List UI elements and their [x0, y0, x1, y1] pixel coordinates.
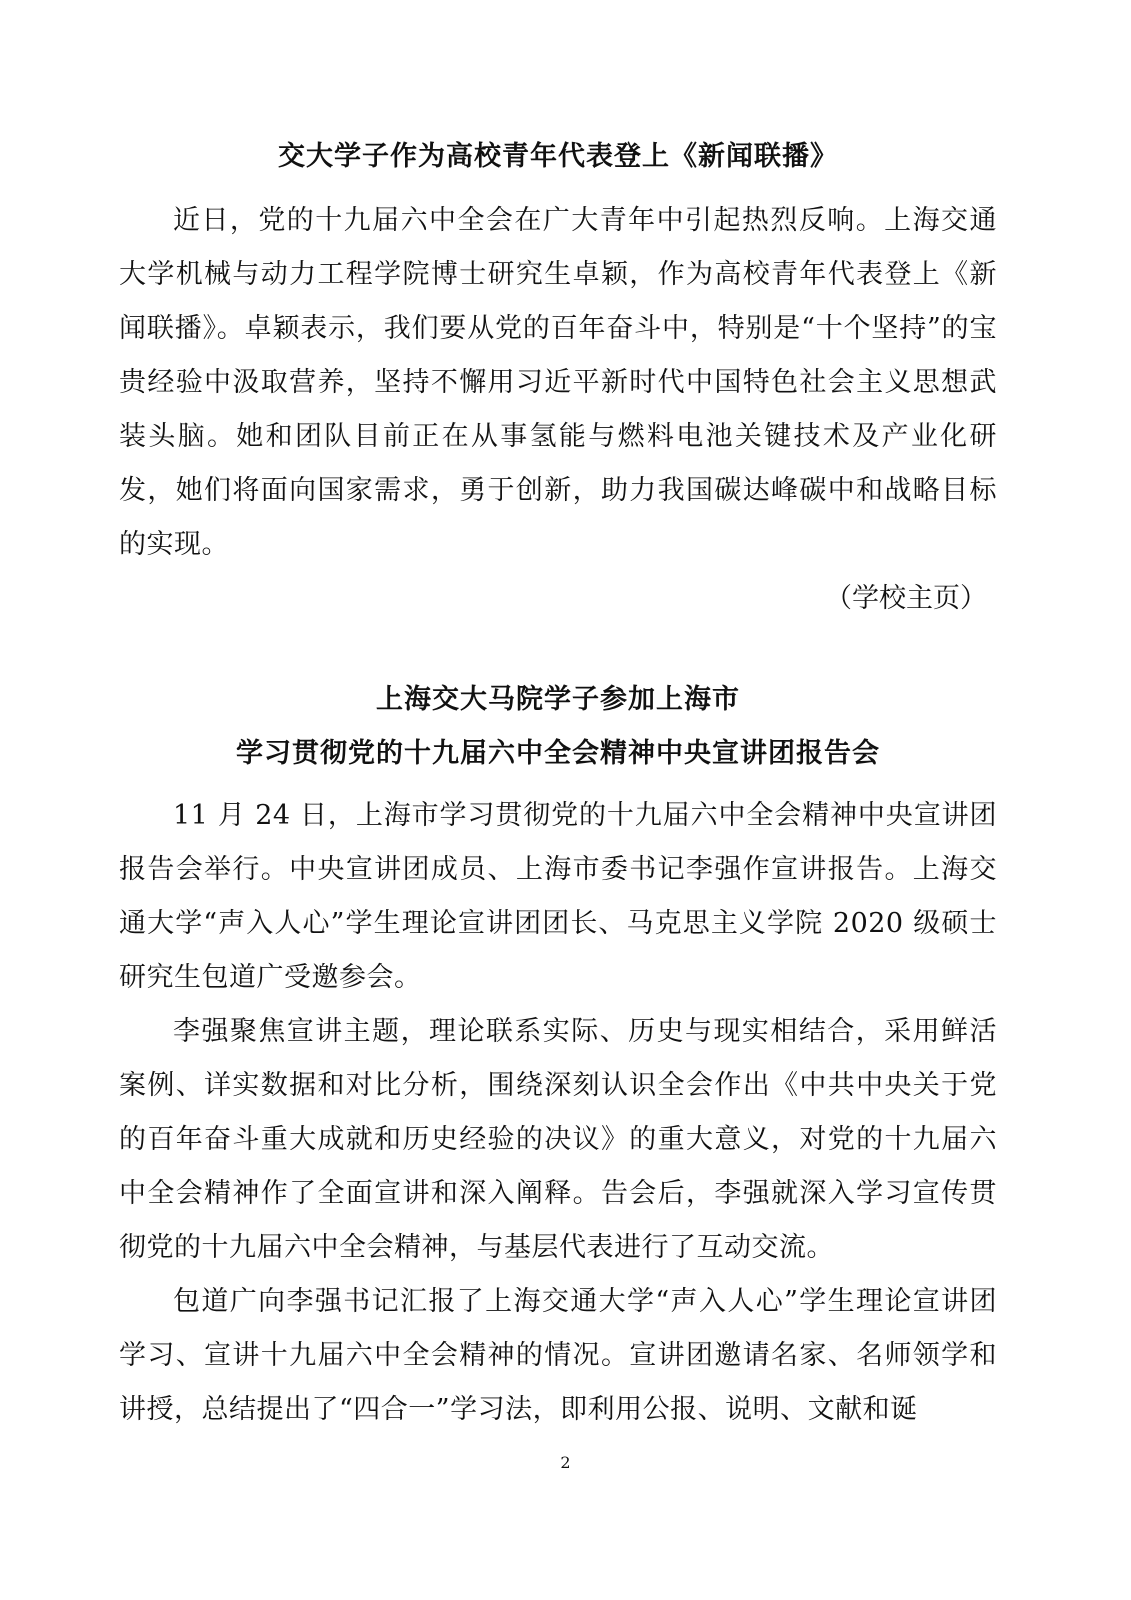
article-paragraph: 李强聚焦宣讲主题，理论联系实际、历史与现实相结合，采用鲜活案例、详实数据和对比分析，围绕深刻认识全会作出《中共中央关于党的百年奋斗重大成就和历史经验的决议》的重大意义，对党的十九届六中全会精神作了全面宣讲和深入阐释。告会后，李强就深入学习宣传贯彻党的十九届六中全会精神，与基层代表进行了互动交流。	[119, 1016, 997, 1263]
article-paragraph: 近日，党的十九届六中全会在广大青年中引起热烈反响。上海交通大学机械与动力工程学院博士研究生卓颖，作为高校青年代表登上《新闻联播》。卓颖表示，我们要从党的百年奋斗中，特别是“十个坚持”的宝贵经验中汲取营养，坚持不懈用习近平新时代中国特色社会主义思想武装头脑。她和团队目前正在从事氢能与燃料电池关键技术及产业化研发，她们将面向国家需求，勇于创新，助力我国碳达峰碳中和战略目标的实现。	[119, 205, 997, 560]
article-title-line-1: 上海交大马院学子参加上海市	[376, 684, 740, 715]
article-title	[119, 683, 997, 771]
article-zhuo-ying	[119, 140, 997, 626]
page-number: 2	[560, 1453, 571, 1472]
article-bao-daoguang	[119, 683, 997, 1437]
article-paragraph: 11 月 24 日，上海市学习贯彻党的十九届六中全会精神中央宣讲团报告会举行。中央宣讲团成员、上海市委书记李强作宣讲报告。上海交通大学“声入人心”学生理论宣讲团团长、马克思主义学院 2020 级硕士研究生包道广受邀参会。	[119, 800, 997, 993]
article-title: 交大学子作为高校青年代表登上《新闻联播》	[278, 141, 838, 172]
article-title-line-2: 学习贯彻党的十九届六中全会精神中央宣讲团报告会	[236, 738, 880, 769]
article-source: （学校主页）	[825, 583, 987, 614]
article-paragraph: 包道广向李强书记汇报了上海交通大学“声入人心”学生理论宣讲团学习、宣讲十九届六中全会精神的情况。宣讲团邀请名家、名师领学和讲授，总结提出了“四合一”学习法，即利用公报、说明、文献和诞	[119, 1286, 997, 1425]
